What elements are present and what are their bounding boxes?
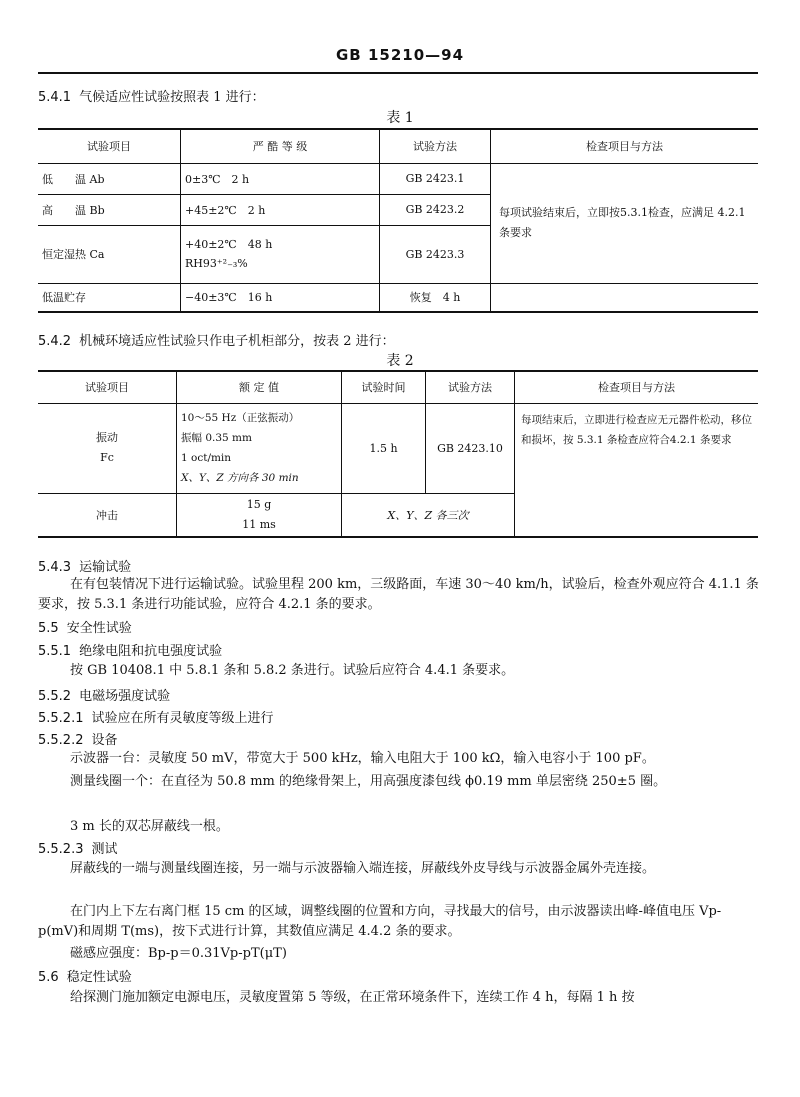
section-number: 5.5 bbox=[38, 621, 59, 636]
col-header-level: 严 酷 等 级 bbox=[181, 129, 380, 163]
cell-item-line1: 振动 bbox=[96, 431, 118, 444]
paragraph: 给探测门施加额定电源电压，灵敏度置第 5 等级，在正常环境条件下，连续工作 4 h，每隔 1 h 按 bbox=[70, 990, 635, 1005]
rated-line: X、Y、Z 方向各 30 min bbox=[181, 472, 299, 484]
section-title: 电磁场强度试验 bbox=[79, 689, 171, 704]
section-number: 5.5.2.2 bbox=[38, 733, 84, 748]
header-rule bbox=[38, 72, 758, 74]
cell-shock-direction: X、Y、Z 各三次 bbox=[342, 493, 515, 537]
cell-check: 每项结束后，立即进行检查应无元器件松动，移位和损坏，按 5.3.1 条检查应符合4.2.1 条要求 bbox=[515, 403, 759, 537]
cell-method: 恢复 4 h bbox=[380, 283, 491, 312]
section-number: 5.6 bbox=[38, 970, 59, 985]
section-5-4-1 bbox=[38, 86, 265, 105]
section-number: 5.4.3 bbox=[38, 560, 72, 575]
cell-item: 低温贮存 bbox=[38, 283, 181, 312]
section-number: 5.5.1 bbox=[38, 644, 72, 659]
table-1 bbox=[38, 128, 758, 313]
cell-check: 每项试验结束后，立即按5.3.1检查，应满足 4.2.1 条要求 bbox=[491, 163, 759, 283]
section-5-5-2-3 bbox=[38, 838, 118, 857]
paragraph: 在门内上下左右离门框 15 cm 的区域，调整线圈的位置和方向，寻找最大的信号，由示波器读出峰-峰值电压 Vp-p(mV)和周期 T(ms)，按下式进行计算，其数值应满足 4.4.2 条的要求。 bbox=[38, 904, 722, 939]
cell-method: GB 2423.1 bbox=[380, 163, 491, 194]
table-2 bbox=[38, 370, 758, 538]
section-title: 测试 bbox=[91, 842, 118, 857]
table-row bbox=[38, 163, 758, 194]
cell-item bbox=[38, 403, 177, 493]
cell-level: +45±2℃ 2 h bbox=[181, 194, 380, 225]
cell-level: −40±3℃ 16 h bbox=[181, 283, 380, 312]
col-header-check: 检查项目与方法 bbox=[515, 371, 759, 403]
section-5-5-1 bbox=[38, 640, 222, 659]
col-header-method: 试验方法 bbox=[380, 129, 491, 163]
cell-item: 冲击 bbox=[38, 493, 177, 537]
section-5-5-2 bbox=[38, 685, 170, 704]
paragraph: 按 GB 10408.1 中 5.8.1 条和 5.8.2 条进行。试验后应符合 4.4.1 条要求。 bbox=[70, 663, 515, 678]
page-header: GB 15210—94 bbox=[335, 46, 465, 64]
table-header-row bbox=[38, 129, 758, 163]
paragraph: 测量线圈一个：在直径为 50.8 mm 的绝缘骨架上，用高强度漆包线 ϕ0.19 mm 单层密绕 250±5 圈。 bbox=[70, 774, 667, 789]
section-text: 机械环境适应性试验只作电子机柜部分，按表 2 进行： bbox=[79, 334, 395, 349]
cell-item: 恒定湿热 Ca bbox=[38, 225, 181, 283]
section-title: 安全性试验 bbox=[66, 621, 132, 636]
table-header-row bbox=[38, 371, 758, 403]
section-number: 5.5.2.1 bbox=[38, 711, 84, 726]
cell-level bbox=[181, 225, 380, 283]
col-header-check: 检查项目与方法 bbox=[491, 129, 759, 163]
col-header-time: 试验时间 bbox=[342, 371, 426, 403]
table-row bbox=[38, 283, 758, 312]
col-header-item: 试验项目 bbox=[38, 371, 177, 403]
section-number: 5.5.2.3 bbox=[38, 842, 84, 857]
rated-line: 振幅 0.35 mm bbox=[181, 432, 252, 444]
cell-rated bbox=[177, 493, 342, 537]
section-title: 试验应在所有灵敏度等级上进行 bbox=[91, 711, 274, 726]
rated-line: 15 g bbox=[246, 497, 272, 511]
table1-caption: 表 1 bbox=[386, 110, 414, 126]
section-title: 设备 bbox=[91, 733, 118, 748]
paragraph: 3 m 长的双芯屏蔽线一根。 bbox=[70, 819, 229, 834]
rated-line: 10～55 Hz（正弦振动） bbox=[181, 412, 300, 424]
paragraph: 示波器一台：灵敏度 50 mV，带宽大于 500 kHz，输入电阻大于 100 kΩ，输入电容小于 100 pF。 bbox=[70, 751, 655, 766]
section-title: 稳定性试验 bbox=[66, 970, 132, 985]
section-title: 绝缘电阻和抗电强度试验 bbox=[79, 644, 223, 659]
section-5-6 bbox=[38, 966, 132, 985]
table2-caption: 表 2 bbox=[386, 353, 414, 369]
paragraph: 屏蔽线的一端与测量线圈连接，另一端与示波器输入端连接，屏蔽线外皮导线与示波器金属外壳连接。 bbox=[70, 861, 656, 876]
section-text: 气候适应性试验按照表 1 进行： bbox=[79, 90, 265, 105]
cell-item: 高 温 Bb bbox=[38, 194, 181, 225]
section-5-5-2-1 bbox=[38, 707, 274, 726]
cell-level: 0±3℃ 2 h bbox=[181, 163, 380, 194]
col-header-item: 试验项目 bbox=[38, 129, 181, 163]
rated-line: 1 oct/min bbox=[181, 452, 232, 464]
cell-method: GB 2423.3 bbox=[380, 225, 491, 283]
cell-method: GB 2423.2 bbox=[380, 194, 491, 225]
section-5-5 bbox=[38, 617, 132, 636]
col-header-method: 试验方法 bbox=[426, 371, 515, 403]
section-5-4-2 bbox=[38, 330, 395, 349]
section-5-4-3 bbox=[38, 556, 131, 575]
cell-check-empty bbox=[491, 283, 759, 312]
cell-time: 1.5 h bbox=[342, 403, 426, 493]
section-5-5-2-2 bbox=[38, 729, 118, 748]
cell-level-line1: +40±2℃ 48 h bbox=[185, 238, 273, 251]
formula: 磁感应强度：Bp-p＝0.31Vp-pT(μT) bbox=[70, 946, 287, 961]
rated-line: 11 ms bbox=[242, 517, 276, 531]
cell-level-line2: RH93⁺²₋₃% bbox=[185, 257, 248, 270]
cell-method: GB 2423.10 bbox=[426, 403, 515, 493]
section-number: 5.4.1 bbox=[38, 90, 72, 105]
section-number: 5.5.2 bbox=[38, 689, 72, 704]
table-row bbox=[38, 403, 758, 493]
cell-item: 低 温 Ab bbox=[38, 163, 181, 194]
cell-item-line2: Fc bbox=[100, 451, 114, 464]
section-number: 5.4.2 bbox=[38, 334, 72, 349]
cell-rated bbox=[177, 403, 342, 493]
col-header-rated: 额 定 值 bbox=[177, 371, 342, 403]
section-title: 运输试验 bbox=[79, 560, 132, 575]
paragraph: 在有包装情况下进行运输试验。试验里程 200 km，三级路面，车速 30～40 km/h，试验后，检查外观应符合 4.1.1 条要求，按 5.3.1 条进行功能试验，应符合 4.2.1 条的要求。 bbox=[38, 577, 759, 612]
